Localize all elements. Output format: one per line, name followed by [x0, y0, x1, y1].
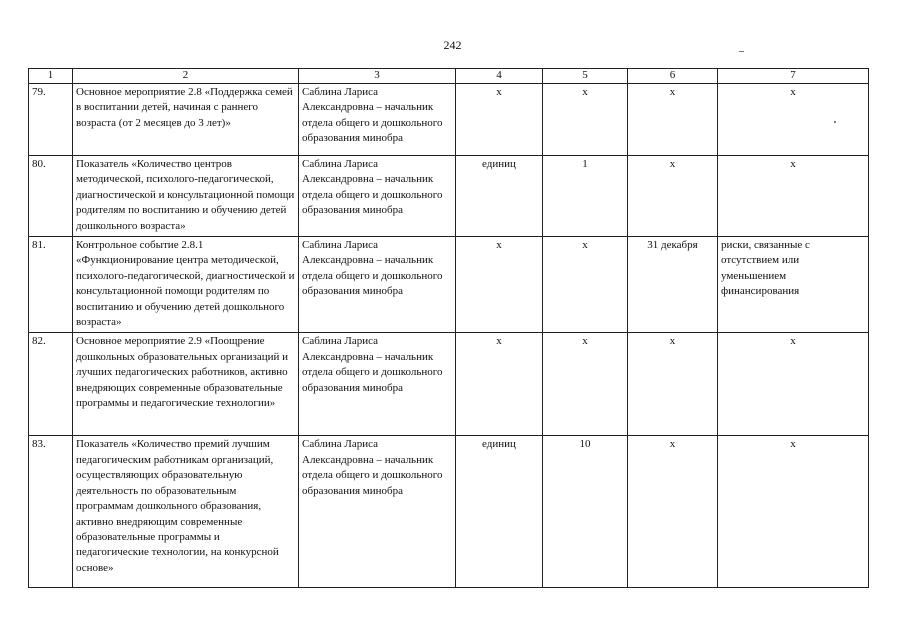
column-header-7: 7 — [718, 69, 869, 84]
row-number: 81. — [29, 237, 73, 333]
row-value: х — [543, 237, 628, 333]
row-value: х — [543, 333, 628, 436]
row-unit: х — [456, 84, 543, 156]
row-responsible: Саблина Лариса Александровна – начальник отдела общего и дошкольного образования минобра — [299, 333, 456, 436]
row-risks: х — [718, 156, 869, 237]
page-number: 242 — [443, 38, 462, 52]
row-responsible: Саблина Лариса Александровна – начальник отдела общего и дошкольного образования минобра — [299, 84, 456, 156]
row-deadline: х — [628, 156, 718, 237]
header-row — [29, 69, 869, 84]
column-header-2: 2 — [73, 69, 299, 84]
row-value: 1 — [543, 156, 628, 237]
row-deadline: х — [628, 84, 718, 156]
row-name: Показатель «Количество премий лучшим педагогическим работникам организаций, осуществляющих образовательную деятельность по образовательным программам дошкольного образования, активно внедряющим современные образовательные программы и педагогические технологии, на конкурсной основе» — [73, 436, 299, 588]
row-name: Основное мероприятие 2.8 «Поддержка семей в воспитании детей, начиная с раннего возраста (от 2 месяцев до 3 лет)» — [73, 84, 299, 156]
row-risks: риски, связанные с отсутствием или уменьшением финансирования — [718, 237, 869, 333]
column-header-3: 3 — [299, 69, 456, 84]
row-unit: х — [456, 333, 543, 436]
row-name: Основное мероприятие 2.9 «Поощрение дошкольных образовательных организаций и лучших педагогических работников, активно внедряющих современные образовательные программы и педагогические технологии» — [73, 333, 299, 436]
row-deadline: х — [628, 333, 718, 436]
row-responsible: Саблина Лариса Александровна – начальник отдела общего и дошкольного образования минобра — [299, 436, 456, 588]
row-responsible: Саблина Лариса Александровна – начальник отдела общего и дошкольного образования минобра — [299, 237, 456, 333]
column-header-4: 4 — [456, 69, 543, 84]
row-responsible: Саблина Лариса Александровна – начальник отдела общего и дошкольного образования минобра — [299, 156, 456, 237]
row-name: Показатель «Количество центров методической, психолого-педагогической, диагностической и консультационной помощи родителям по воспитанию и обучению детей дошкольного возраста» — [73, 156, 299, 237]
row-number: 83. — [29, 436, 73, 588]
plan-table — [28, 68, 869, 588]
row-number: 82. — [29, 333, 73, 436]
table-row — [29, 333, 869, 436]
table-row — [29, 237, 869, 333]
column-header-1: 1 — [29, 69, 73, 84]
row-risks: х — [718, 436, 869, 588]
row-unit: единиц — [456, 156, 543, 237]
table-row — [29, 156, 869, 237]
row-risks: х — [718, 333, 869, 436]
row-deadline: х — [628, 436, 718, 588]
column-header-6: 6 — [628, 69, 718, 84]
row-deadline: 31 декабря — [628, 237, 718, 333]
scan-mark — [739, 51, 744, 52]
column-header-5: 5 — [543, 69, 628, 84]
row-number: 79. — [29, 84, 73, 156]
row-unit: единиц — [456, 436, 543, 588]
row-name: Контрольное событие 2.8.1 «Функционирование центра методической, психолого-педагогической, диагностической и консультационной помощи родителям по воспитанию и обучению детей дошкольного возраста» — [73, 237, 299, 333]
row-unit: х — [456, 237, 543, 333]
row-value: х — [543, 84, 628, 156]
table-row — [29, 436, 869, 588]
row-number: 80. — [29, 156, 73, 237]
table-row — [29, 84, 869, 156]
row-value: 10 — [543, 436, 628, 588]
row-risks: х — [718, 84, 869, 156]
